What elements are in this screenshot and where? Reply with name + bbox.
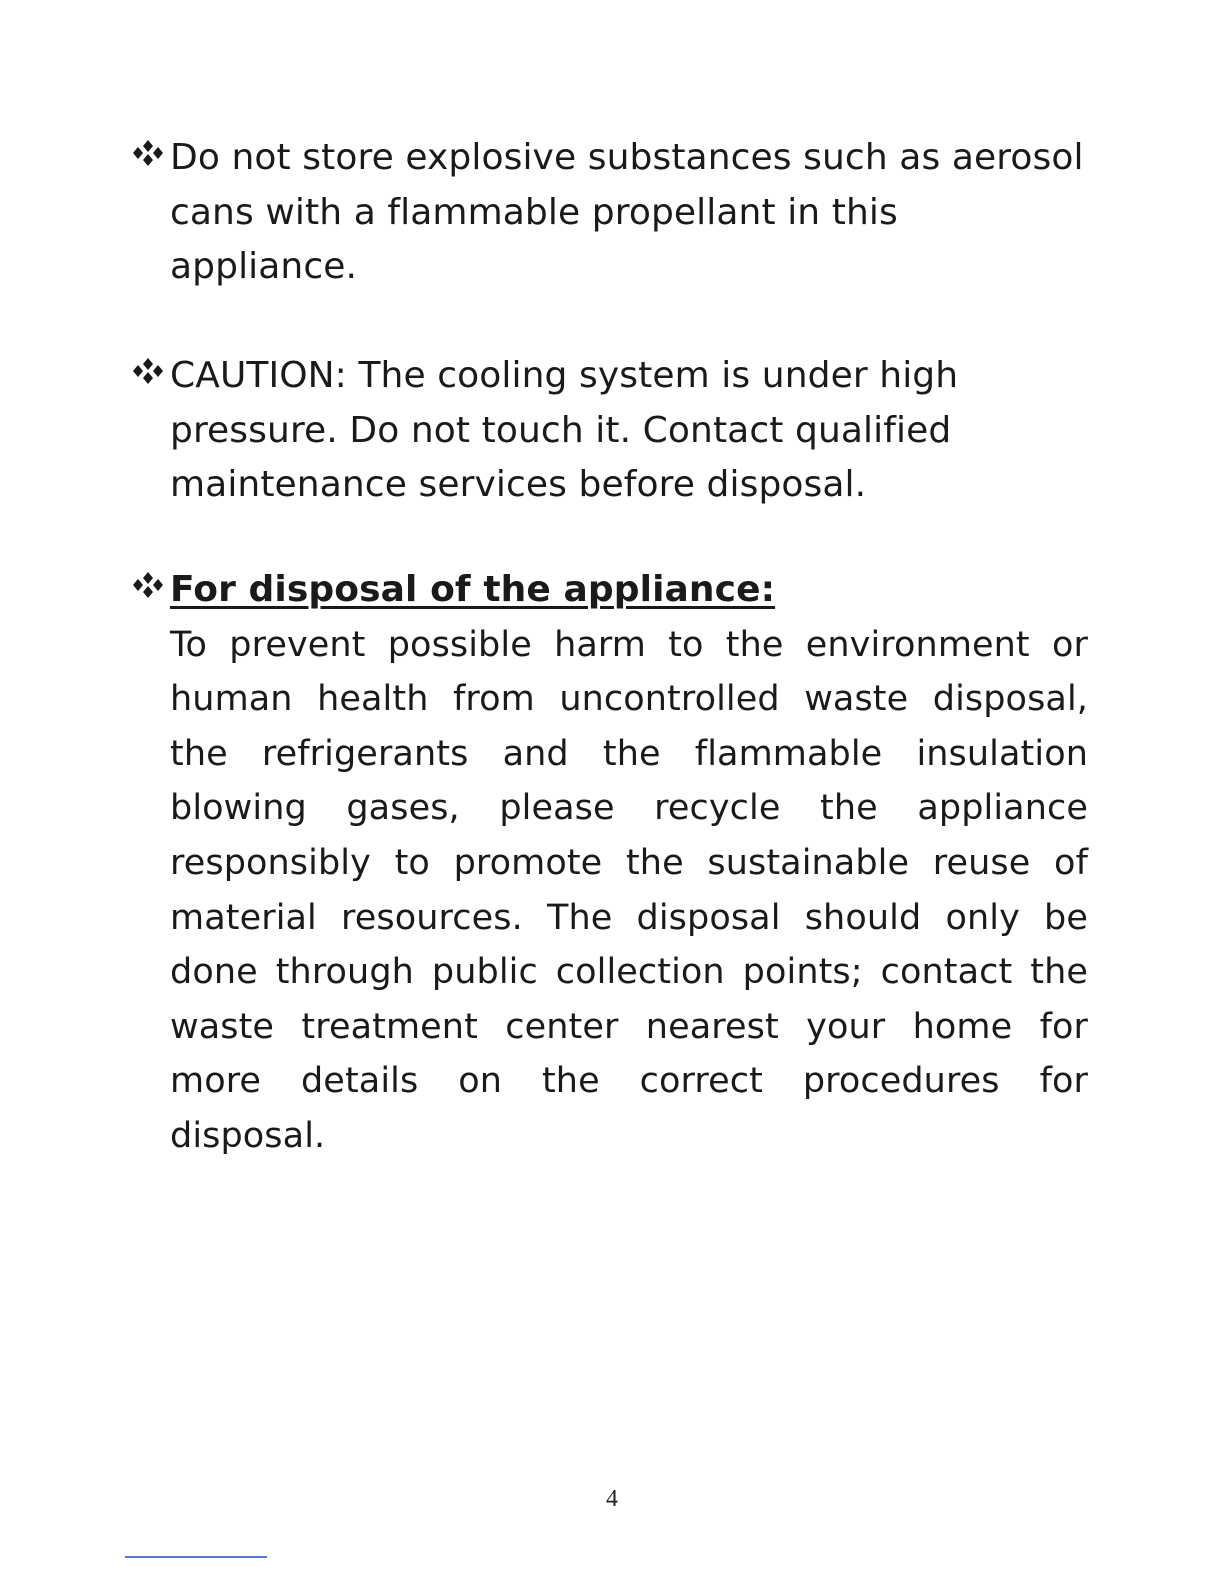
four-diamond-bullet-icon — [128, 563, 168, 603]
page-number: 4 — [606, 1486, 618, 1512]
bullet-item-disposal — [128, 563, 1088, 1164]
bullet-item-explosive-substances — [128, 131, 1088, 295]
bullet-item-caution — [128, 349, 1088, 513]
disposal-paragraph: To prevent possible harm to the environment or human health from uncontrolled waste disposal, the refrigerants and the flammable insulation blowing gases, please recycle the appliance responsibly to promote the sustainable reuse of material resources. The disposal should only be done through public collection points; contact the waste treatment center nearest your home for more details on the correct procedures for disposal. — [170, 624, 1088, 1156]
four-diamond-bullet-icon — [128, 349, 168, 389]
bullet-item-text: CAUTION: The cooling system is under high pressure. Do not touch it. Contact qualified maintenance services before disposal. — [170, 355, 959, 506]
bullet-item-text: Do not store explosive substances such as aerosol cans with a flammable propellant in this appliance. — [170, 137, 1084, 288]
disposal-heading: For disposal of the appliance: — [170, 569, 776, 610]
footnote-divider — [125, 1556, 267, 1558]
four-diamond-bullet-icon — [128, 131, 168, 171]
